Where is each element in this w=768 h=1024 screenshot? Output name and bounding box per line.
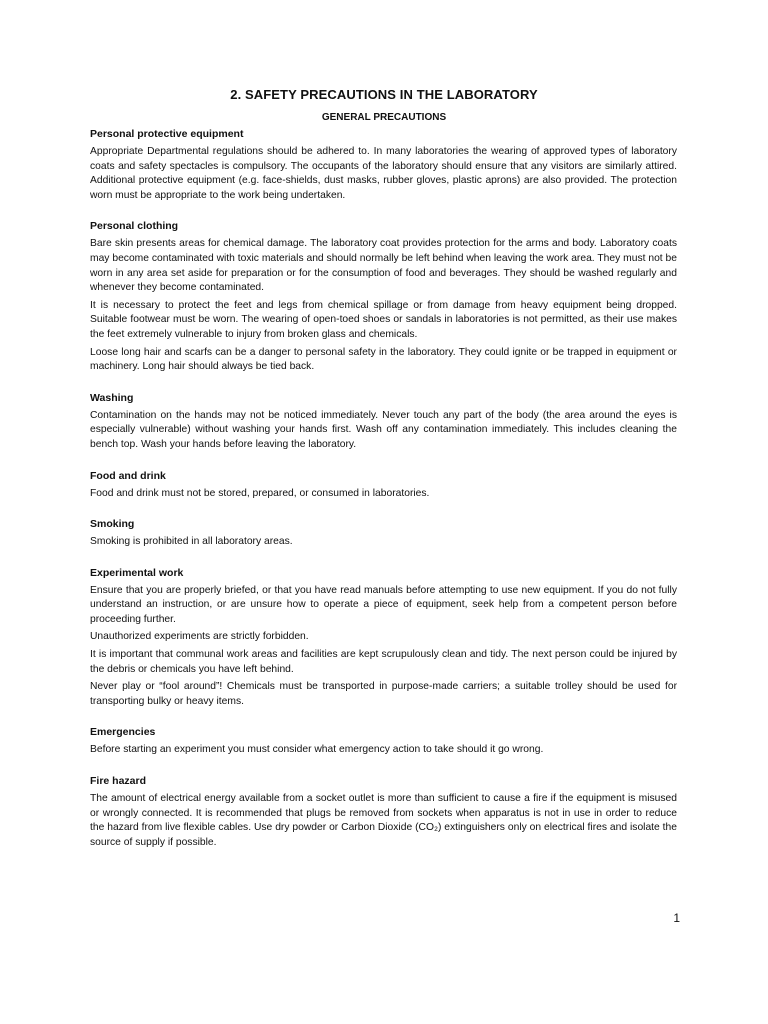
section-paragraph: Contamination on the hands may not be noticed immediately. Never touch any part of the body (the area around the eyes is especially vulnerable) without washing your hands first. Wash off any contamination immediately. This includes cleaning the bench top. Wash your hands before leaving the laboratory.	[90, 409, 677, 450]
section-personal-protective-equipment	[90, 127, 677, 203]
section-heading: Smoking	[90, 518, 135, 531]
section-paragraph: Ensure that you are properly briefed, or that you have read manuals before attempting to use new equipment. If you do not fully understand an instruction, or are unsure how to operate a piece of equipment, seek help from a competent person before proceeding further.	[90, 584, 677, 625]
section-smoking	[90, 517, 677, 550]
section-emergencies	[90, 725, 677, 758]
section-paragraph: Before starting an experiment you must consider what emergency action to take should it go wrong.	[90, 744, 544, 756]
section-heading: Personal clothing	[90, 220, 179, 233]
section-heading: Washing	[90, 391, 134, 404]
page-number: 1	[673, 911, 680, 925]
section-paragraph: Unauthorized experiments are strictly forbidden.	[90, 631, 309, 643]
section-food-and-drink	[90, 469, 677, 502]
section-fire-hazard	[90, 774, 677, 850]
section-paragraph: Smoking is prohibited in all laboratory areas.	[90, 536, 293, 548]
section-experimental-work	[90, 566, 677, 710]
section-paragraph: Loose long hair and scarfs can be a danger to personal safety in the laboratory. They could ignite or be trapped in equipment or machinery. Long hair should always be tied back.	[90, 346, 677, 373]
section-heading: Food and drink	[90, 469, 166, 482]
section-heading: Fire hazard	[90, 775, 147, 788]
document-body	[90, 127, 677, 866]
section-heading: Experimental work	[90, 566, 184, 579]
section-heading: Personal protective equipment	[90, 128, 244, 140]
document-subtitle: GENERAL PRECAUTIONS	[321, 112, 447, 123]
section-paragraph: Appropriate Departmental regulations should be adhered to. In many laboratories the wearing of approved types of laboratory coats and safety spectacles is compulsory. The occupants of the laboratory should ensure that any visitors are similarly attired. Additional protective equipment (e.g. face-shields, dust masks, rubber gloves, plastic aprons) are also provided. The protection worn must be appropriate to the work being undertaken.	[90, 146, 677, 201]
section-heading: Emergencies	[90, 726, 156, 739]
section-paragraph: Food and drink must not be stored, prepared, or consumed in laboratories.	[90, 487, 430, 499]
section-paragraph: The amount of electrical energy available from a socket outlet is more than sufficient to cause a fire if the equipment is misused or wrongly connected. It is recommended that plugs be removed from sockets when apparatus is not in use in order to reduce the hazard from live flexible cables. Use dry powder or Carbon Dioxide (CO₂) extinguishers only on electrical fires and isolate the source of supply if possible.	[90, 793, 677, 848]
section-paragraph: It is necessary to protect the feet and legs from chemical spillage or from damage from heavy equipment being dropped. Suitable footwear must be worn. The wearing of open-toed shoes or sandals in laboratories is not permitted, as their use makes the feet extremely vulnerable to injury from broken glass and chemicals.	[90, 299, 677, 340]
document-title: 2. SAFETY PRECAUTIONS IN THE LABORATORY	[230, 87, 538, 102]
section-paragraph: It is important that communal work areas and facilities are kept scrupulously clean and tidy. The next person could be injured by the debris or chemicals you have left behind.	[90, 649, 677, 675]
section-washing	[90, 391, 677, 453]
section-paragraph: Never play or “fool around”! Chemicals must be transported in purpose-made carriers; a suitable trolley should be used for transporting bulky or heavy items.	[90, 681, 677, 707]
section-personal-clothing	[90, 219, 677, 374]
section-paragraph: Bare skin presents areas for chemical damage. The laboratory coat provides protection for the arms and body. Laboratory coats may become contaminated with toxic materials and should normally be left behind when leaving the work area. They must not be worn in any area set aside for preparation or for the consumption of food and beverages. They should be washed regularly and whenever they become contaminated.	[90, 238, 677, 294]
